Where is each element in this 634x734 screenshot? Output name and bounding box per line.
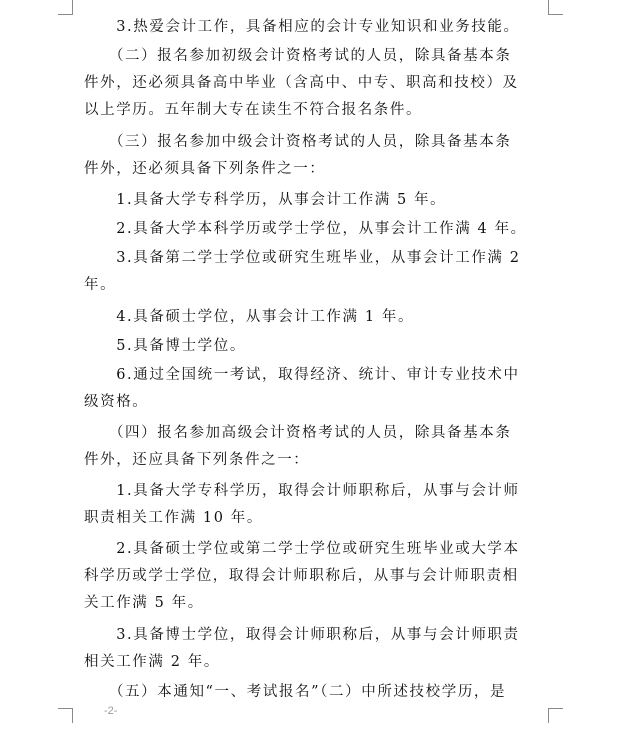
text-line: 1.具备大学专科学历，从事会计工作满 5 年。 [84, 192, 447, 208]
paragraph [84, 187, 546, 214]
paragraph [84, 43, 546, 124]
paragraph [84, 679, 546, 706]
paragraph [84, 304, 546, 331]
text-line: 2.具备大学本科学历或学士学位，从事会计工作满 4 年。 [84, 221, 527, 237]
text-line: 1.具备大学专科学历，取得会计师职称后，从事与会计师 [84, 483, 520, 499]
text-line: 3.具备博士学位，取得会计师职称后，从事与会计师职责 [84, 627, 520, 643]
text-line: 件外，还必须具备高中毕业（含高中、中专、职高和技校）及 [84, 75, 519, 91]
paragraph [84, 333, 546, 360]
text-line: 件外，还应具备下列条件之一： [84, 452, 310, 468]
paragraph [84, 129, 546, 183]
paragraph [84, 478, 546, 532]
text-line: 级资格。 [84, 394, 149, 410]
text-line: 以上学历。五年制大专在读生不符合报名条件。 [84, 102, 423, 118]
text-line: 件外，还必须具备下列条件之一： [84, 161, 326, 177]
text-line: 职责相关工作满 10 年。 [84, 510, 263, 526]
text-line: 相关工作满 2 年。 [84, 654, 220, 670]
paragraph [84, 362, 546, 416]
text-line: （二）报名参加初级会计资格考试的人员，除具备基本条 [84, 48, 512, 64]
text-line: 2.具备硕士学位或第二学士学位或研究生班毕业或大学本 [84, 541, 520, 557]
paragraph [84, 216, 546, 243]
text-line: 关工作满 5 年。 [84, 595, 204, 611]
crop-mark-bottom-left [58, 708, 73, 723]
text-line: （五）本通知“一、考试报名”（二）中所述技校学历，是 [84, 684, 507, 700]
crop-mark-top-right [548, 0, 563, 15]
text-line: 科学历或学士学位，取得会计师职称后，从事与会计师职责相 [84, 568, 519, 584]
text-line: 5.具备博士学位。 [84, 338, 246, 354]
paragraph [84, 420, 546, 474]
text-line: 3.热爱会计工作，具备相应的会计专业知识和业务技能。 [84, 19, 520, 35]
paragraph [84, 536, 546, 617]
text-line: 6.通过全国统一考试，取得经济、统计、审计专业技术中 [84, 367, 520, 383]
crop-mark-bottom-right [548, 708, 563, 723]
text-line: （三）报名参加中级会计资格考试的人员，除具备基本条 [84, 134, 512, 150]
paragraph [84, 622, 546, 676]
page-number: -2- [104, 705, 118, 717]
crop-mark-top-left [58, 0, 73, 15]
paragraph [84, 245, 546, 299]
paragraph [84, 14, 546, 41]
text-line: 3.具备第二学士学位或研究生班毕业，从事会计工作满 2 [84, 250, 521, 266]
text-line: 年。 [84, 277, 117, 293]
text-line: 4.具备硕士学位，从事会计工作满 1 年。 [84, 309, 415, 325]
text-line: （四）报名参加高级会计资格考试的人员，除具备基本条 [84, 425, 512, 441]
